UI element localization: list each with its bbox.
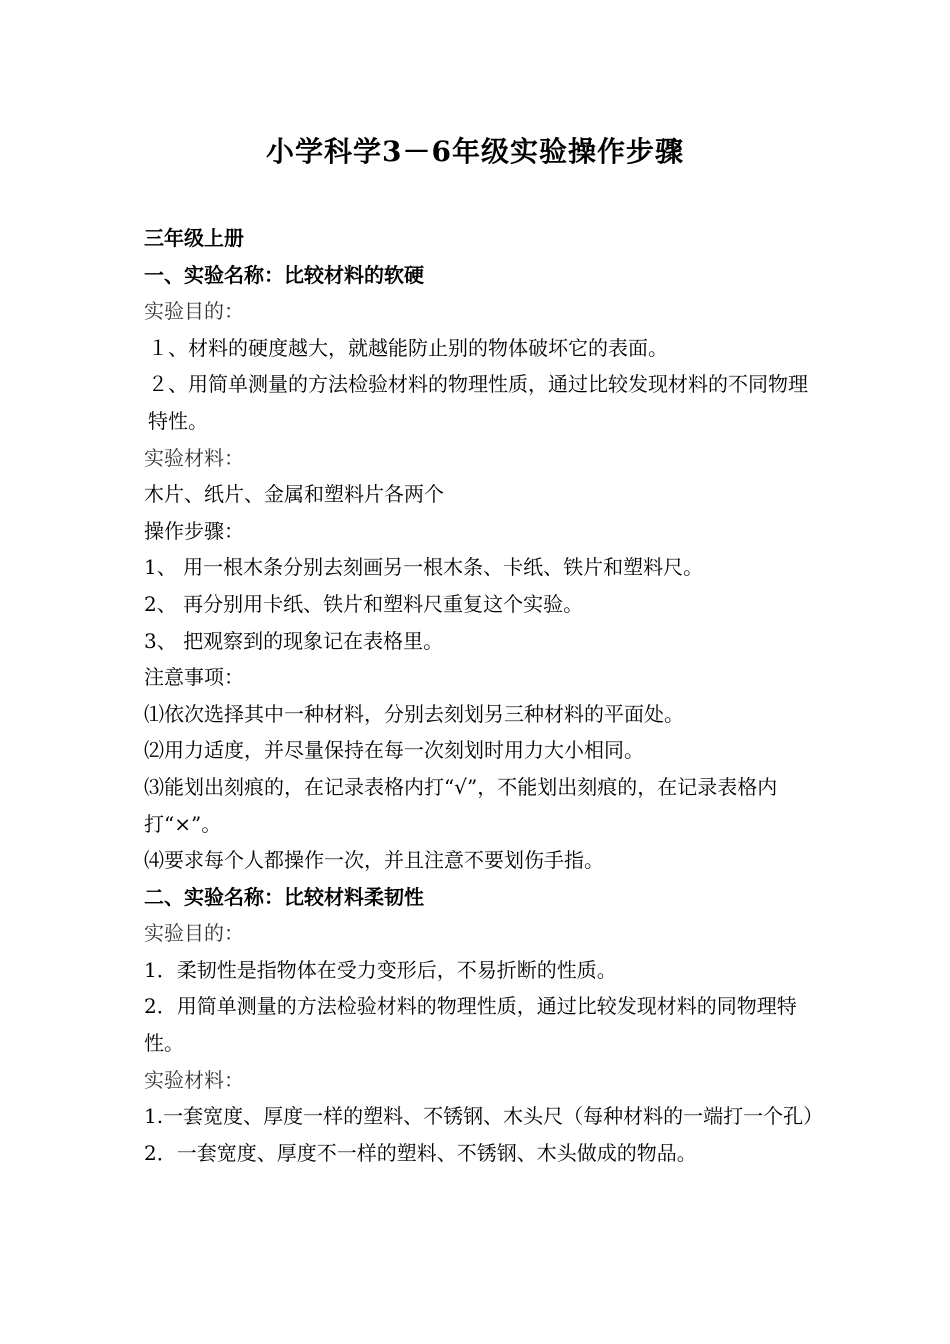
experiment1-purpose-label: 实验目的：	[144, 299, 244, 324]
experiment2-purpose-label: 实验目的：	[144, 921, 244, 946]
experiment1-note: ⑷要求每个人都操作一次，并且注意不要划伤手指。	[144, 848, 604, 873]
document-title: 小学科学3－6年级实验操作步骤	[266, 135, 684, 168]
experiment1-step: 1、 用一根木条分别去刻画另一根木条、卡纸、铁片和塑料尺。	[144, 555, 704, 580]
experiment2-materials-item: 2．一套宽度、厚度不一样的塑料、不锈钢、木头做成的物品。	[144, 1140, 697, 1165]
experiment2-purpose-item: 1．柔韧性是指物体在受力变形后，不易折断的性质。	[144, 957, 617, 982]
experiment1-step: 3、 把观察到的现象记在表格里。	[144, 628, 444, 653]
experiment1-purpose-item: １、材料的硬度越大，就越能防止别的物体破坏它的表面。	[148, 335, 668, 360]
experiment1-note: ⑵用力适度，并尽量保持在每一次刻划时用力大小相同。	[144, 738, 644, 763]
experiment1-steps-label: 操作步骤：	[144, 518, 244, 543]
experiment2-materials-item: 1.一套宽度、厚度一样的塑料、不锈钢、木头尺（每种材料的一端打一个孔）	[144, 1104, 824, 1129]
experiment1-note: ⑴依次选择其中一种材料，分别去刻划另三种材料的平面处。	[144, 701, 684, 726]
experiment2-heading: 二、实验名称：比较材料柔韧性	[144, 884, 424, 909]
experiment1-materials-text: 木片、纸片、金属和塑料片各两个	[144, 482, 444, 507]
experiment1-note: ⑶能划出刻痕的，在记录表格内打“√”，不能划出刻痕的，在记录表格内打“×”。	[144, 774, 778, 836]
grade-heading: 三年级上册	[144, 226, 244, 250]
experiment1-heading: 一、实验名称：比较材料的软硬	[144, 262, 424, 287]
experiment1-materials-label: 实验材料：	[144, 445, 244, 470]
experiment2-materials-label: 实验材料：	[144, 1067, 244, 1092]
experiment1-step: 2、 再分别用卡纸、铁片和塑料尺重复这个实验。	[144, 591, 584, 616]
document-body	[144, 220, 824, 1171]
experiment1-notes-label: 注意事项：	[144, 665, 244, 690]
experiment1-purpose-item: ２、用简单测量的方法检验材料的物理性质，通过比较发现材料的不同物理特性。	[148, 372, 808, 433]
experiment2-purpose-item: 2．用简单测量的方法检验材料的物理性质，通过比较发现材料的同物理特性。	[144, 994, 797, 1056]
